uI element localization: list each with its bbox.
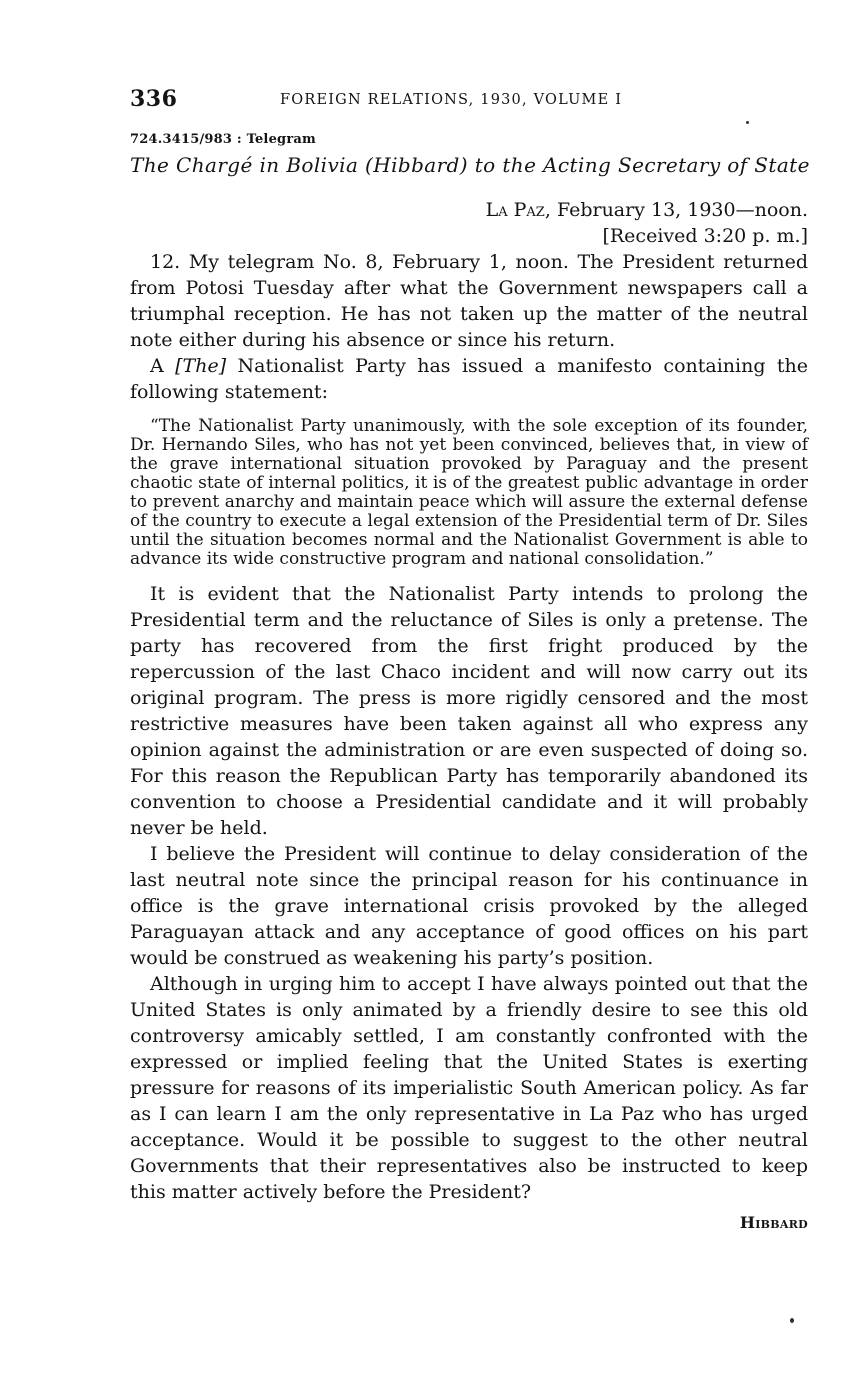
- ink-speck: [790, 1318, 794, 1323]
- document-page: [130, 86, 808, 1232]
- ink-speck: [746, 121, 749, 124]
- dateline-place-date: [130, 197, 808, 223]
- paragraph-4: I believe the President will continue to delay consideration of the last neutral note since the principal reason for his continuance in office is the grave international crisis provoked by the alleged Paraguayan attack and any acceptance of good offices on his part would be construed as weakening his party’s position.: [130, 843, 808, 969]
- dateline-received: [Received 3:20 p. m.]: [602, 225, 808, 247]
- dateline-date: February 13, 1930—noon.: [556, 199, 808, 221]
- page-header: [130, 86, 808, 120]
- signature: Hibbard: [739, 1213, 808, 1232]
- document-title: The Chargé in Bolivia (Hibbard) to the Acting Secretary of State: [130, 153, 810, 177]
- dateline-place: La Paz,: [485, 199, 551, 221]
- paragraph-2-prefix: A: [150, 355, 164, 377]
- paragraph-2-insert: [The]: [175, 355, 227, 377]
- page-number: 336: [130, 86, 178, 112]
- paragraph-5: Although in urging him to accept I have always pointed out that the United States is only animated by a friendly desire to see this old controversy amicably settled, I am constantly confronted with the expressed or implied feeling that the United States is exerting pressure for reasons of its imperialistic South American policy. As far as I can learn I am the only representative in La Paz who has urged acceptance. Would it be possible to suggest to the other neutral Governments that their representatives also be instructed to keep this matter actively before the President?: [130, 973, 808, 1203]
- manifesto-quote: “The Nationalist Party unanimously, with the sole exception of its founder, Dr. Hernando Siles, who has not yet been convinced, believes that, in view of the grave international situation provoked by Paraguay and the present chaotic state of internal politics, it is of the greatest public advantage in order to prevent anarchy and maintain peace which will assure the external defense of the country to execute a legal extension of the Presidential term of Dr. Siles until the situation becomes normal and the Nationalist Government is able to advance its wide constructive program and national consolidation.”: [130, 416, 808, 569]
- file-reference: 724.3415/983 : Telegram: [130, 132, 316, 147]
- paragraph-1: 12. My telegram No. 8, February 1, noon. The President returned from Potosi Tuesday after what the Government newspapers call a triumphal reception. He has not taken up the matter of the neutral note either during his absence or since his return.: [130, 251, 808, 351]
- running-head: FOREIGN RELATIONS, 1930, VOLUME I: [280, 92, 623, 108]
- paragraph-3: It is evident that the Nationalist Party intends to prolong the Presidential term and the reluctance of Siles is only a pretense. The party has recovered from the first fright produced by the repercussion of the last Chaco incident and will now carry out its original program. The press is more rigidly censored and the most restrictive measures have been taken against all who express any opinion against the administration or are even suspected of doing so. For this reason the Republican Party has temporarily abandoned its convention to choose a Presidential candidate and it will probably never be held.: [130, 583, 808, 839]
- dateline: [130, 197, 808, 249]
- paragraph-2-text: Nationalist Party has issued a manifesto containing the following statement:: [130, 355, 809, 403]
- paragraph-2: [130, 353, 808, 405]
